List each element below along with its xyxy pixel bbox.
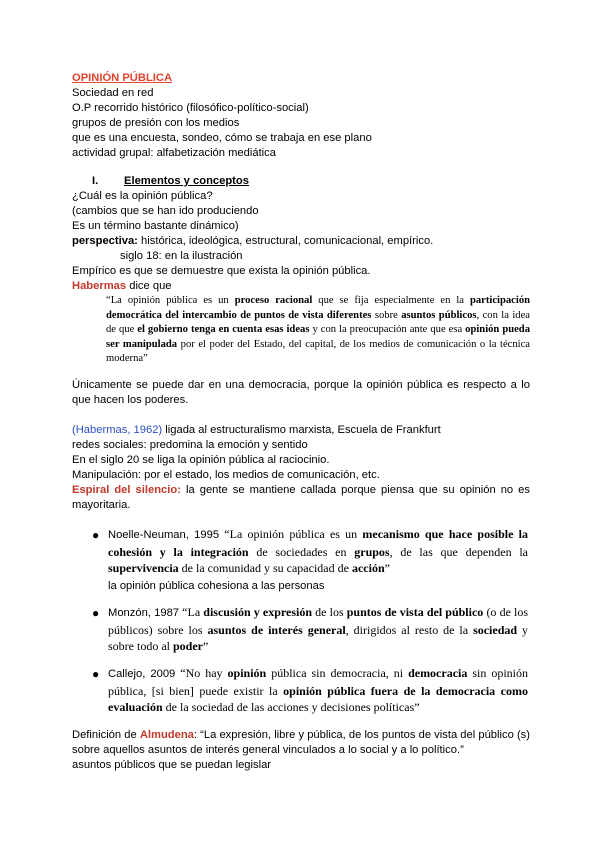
espiral-paragraph: [72, 483, 530, 513]
item-text: y sobre todo al: [108, 622, 529, 653]
perspectiva-text: histórica, ideológica, estructural, comunicacional, empírico.: [137, 235, 434, 247]
item-bold: asuntos de interés general: [207, 622, 346, 637]
noelle-note: la opinión pública cohesiona a las personas: [108, 579, 325, 592]
quote-bold: opinión pueda ser manipulada: [106, 324, 530, 350]
habermas-reference: (Habermas, 1962): [72, 424, 163, 436]
item-text: pública sin democracia, ni: [266, 666, 409, 680]
item-author: Monzón, 1987: [108, 607, 180, 619]
callejo-item: [108, 665, 528, 716]
perspectiva-label: perspectiva:: [72, 235, 138, 247]
item-text: de la sociedad de las acciones y decisiones políticas”: [162, 700, 420, 714]
item-bold: grupos: [354, 544, 390, 559]
intro-line-4: que es una encuesta, sondeo, cómo se trabaja en ese plano: [72, 132, 372, 144]
manipulacion-line: Manipulación: por el estado, los medios de comunicación, etc.: [72, 469, 380, 481]
intro-line-2: O.P recorrido histórico (filosófico-político-social): [72, 102, 309, 114]
item-bold: mecanismo que hace posible la cohesión y la integración: [108, 527, 528, 559]
item-author: Callejo, 2009: [108, 668, 176, 680]
quote-text: y con la preocupación ante que esa: [309, 324, 466, 336]
item-author: Noelle-Neuman, 1995: [108, 529, 220, 541]
item-text: “La opinión pública es un: [219, 527, 363, 541]
section-number: I.: [92, 175, 99, 187]
perspectiva-line: [72, 234, 433, 249]
item-text: de sociedades en: [248, 544, 355, 559]
democracia-paragraph: Únicamente se puede dar en una democracia, porque la opinión pública es respecto a lo que hacen los poderes.: [72, 379, 530, 406]
quote-bold: proceso racional: [234, 295, 313, 306]
espiral-text: la gente se mantiene callada porque piensa que su opinión no es mayoritaria.: [72, 484, 530, 511]
section-line-1: ¿Cuál es la opinión pública?: [72, 190, 213, 202]
item-text: , dirigidos al resto de la: [345, 622, 474, 637]
item-text: “La: [179, 605, 204, 619]
definicion-label: Definición de: [72, 729, 140, 741]
item-text: (o de los públicos) sobre los: [108, 605, 529, 637]
asuntos-line: asuntos públicos que se puedan legislar: [72, 759, 272, 771]
quote-text: , con la idea de que: [106, 309, 531, 336]
definicion-name: Almudena: [139, 729, 194, 741]
quote-text: que se fija especialmente en la: [312, 295, 470, 306]
bullet-icon: ●: [92, 528, 100, 542]
habermas-label: Habermas: [72, 280, 127, 292]
espiral-label: Espiral del silencio:: [72, 484, 181, 496]
noelle-item: [108, 526, 528, 594]
bullet-icon: ●: [92, 667, 100, 681]
quote-text: “La opinión pública es un: [106, 295, 235, 306]
intro-line-1: Sociedad en red: [72, 87, 154, 99]
siglo-line: siglo 18: en la ilustración: [120, 250, 243, 262]
item-bold: puntos de vista del público: [346, 605, 484, 619]
monzon-item: [108, 604, 528, 655]
item-bold: discusión y expresión: [203, 605, 313, 619]
item-text: ”: [384, 561, 390, 575]
item-text: ”: [203, 639, 209, 653]
item-bold: opinión: [227, 666, 267, 680]
quote-bold: participación democrática del intercambio de puntos de vista diferentes: [106, 295, 531, 321]
item-bold: poder: [173, 639, 203, 653]
item-bold: sociedad: [473, 622, 518, 637]
item-text: sin opinión pública, [si bien] puede existir la: [108, 666, 528, 698]
quote-bold: asuntos públicos: [401, 309, 477, 321]
habermas-line: [72, 279, 172, 294]
quote-bold: el gobierno tenga en cuenta esas ideas: [137, 324, 310, 336]
item-text: de la comunidad y su capacidad de: [178, 561, 352, 575]
section-line-2: (cambios que se han ido produciendo: [72, 205, 259, 217]
definicion-text: : “La expresión, libre y pública, de los puntos de vista del público (s) sobre aquellos asuntos de interés general vinculados a lo social y a lo político.”: [72, 729, 530, 756]
habermas-text: dice que: [126, 280, 172, 292]
item-bold: supervivencia: [108, 561, 179, 575]
item-text: “No hay: [175, 666, 228, 680]
section-line-3: Es un término bastante dinámico): [72, 220, 239, 232]
quote-text: sobre: [371, 309, 402, 321]
siglo20-line: En el siglo 20 se liga la opinión pública al raciocinio.: [72, 454, 330, 466]
quote-text: por el poder del Estado, del capital, de los medios de comunicación o la técnica moderna”: [106, 338, 530, 365]
intro-line-5: actividad grupal: alfabetización mediática: [72, 147, 276, 159]
habermas-1962-line: [72, 423, 441, 438]
item-bold: opinión pública fuera de la democracia como evaluación: [108, 683, 528, 714]
page-title: OPINIÓN PÚBLICA: [72, 72, 173, 84]
empirico-line: Empírico es que se demuestre que exista la opinión pública.: [72, 265, 371, 277]
definicion-paragraph: [72, 728, 530, 758]
habermas-quote: [106, 294, 530, 367]
redes-line: redes sociales: predomina la emoción y sentido: [72, 439, 308, 451]
section-heading-text: Elementos y conceptos: [124, 175, 249, 187]
habermas-reference-text: ligada al estructuralismo marxista, Escuela de Frankfurt: [162, 424, 441, 436]
intro-line-3: grupos de presión con los medios: [72, 117, 240, 129]
item-bold: democracia: [408, 666, 468, 680]
item-text: , de las que dependen la: [389, 544, 528, 559]
section-heading: [72, 174, 249, 189]
item-text: de los: [312, 605, 347, 619]
bullet-icon: ●: [92, 606, 100, 620]
item-bold: acción: [351, 561, 385, 575]
